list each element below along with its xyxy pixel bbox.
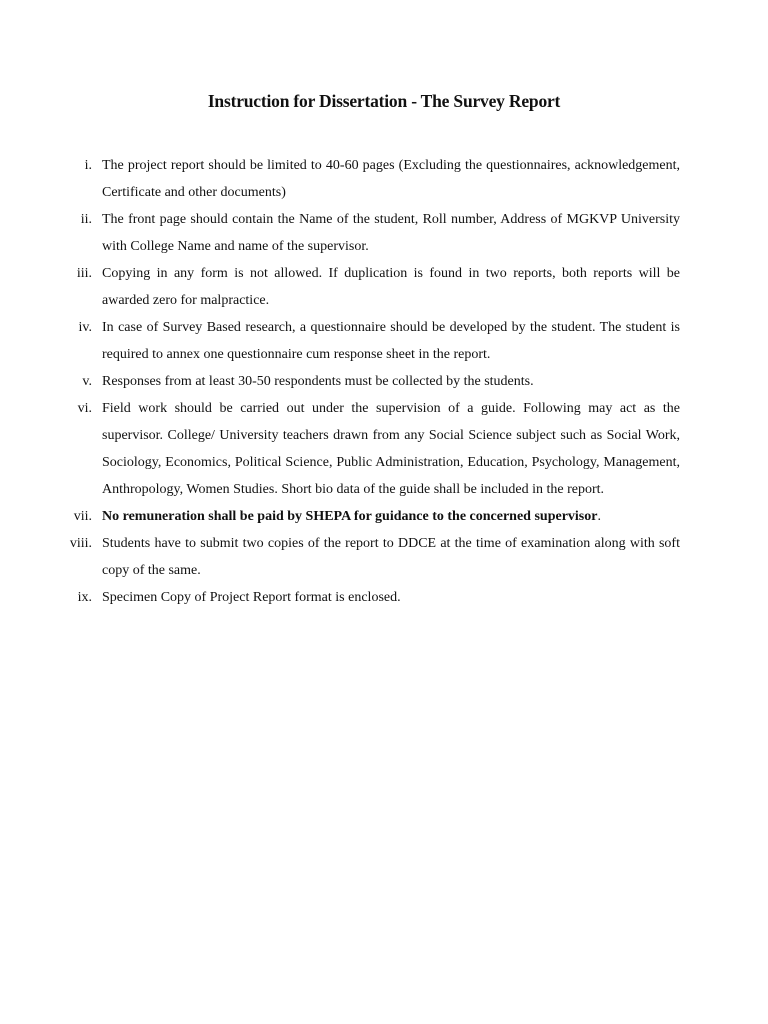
item-number: vii.	[73, 509, 92, 524]
item-text: Students have to submit two copies of the report to DDCE at the time of examination along with soft copy of the same.	[102, 536, 680, 578]
list-item	[48, 395, 680, 503]
item-text: Responses from at least 30-50 respondents must be collected by the students.	[102, 374, 534, 389]
item-number: viii.	[69, 536, 92, 551]
list-item	[48, 530, 680, 584]
list-item	[48, 314, 680, 368]
list-item	[48, 152, 680, 206]
list-item-bold	[48, 503, 680, 530]
item-text: The front page should contain the Name of the student, Roll number, Address of MGKVP University with College Name and name of the supervisor.	[102, 212, 680, 254]
list-item	[48, 206, 680, 260]
item-text: In case of Survey Based research, a questionnaire should be developed by the student. The student is required to annex one questionnaire cum response sheet in the report.	[102, 320, 680, 362]
item-number: i.	[84, 158, 92, 173]
item-number: v.	[82, 374, 92, 389]
item-text: Specimen Copy of Project Report format is enclosed.	[102, 590, 401, 605]
item-number: vi.	[77, 401, 92, 416]
item-text: The project report should be limited to 40-60 pages (Excluding the questionnaires, acknowledgement, Certificate and other documents)	[102, 158, 680, 200]
item-text: Field work should be carried out under the supervision of a guide. Following may act as the supervisor. College/ University teachers drawn from any Social Science subject such as Social Work, Sociology, Economics, Political Science, Public Administration, Education, Psychology, Management, Anthropology, Women Studies. Short bio data of the guide shall be included in the report.	[102, 401, 680, 497]
instruction-list	[48, 152, 680, 611]
list-item	[48, 584, 680, 611]
list-item	[48, 368, 680, 395]
item-trailing-punctuation: .	[597, 509, 601, 524]
item-text: Copying in any form is not allowed. If duplication is found in two reports, both reports will be awarded zero for malpractice.	[102, 266, 680, 308]
item-number: ix.	[77, 590, 92, 605]
document-title: Instruction for Dissertation - The Survey Report	[207, 91, 561, 111]
item-number: iii.	[76, 266, 92, 281]
item-number: iv.	[78, 320, 92, 335]
item-number: ii.	[80, 212, 92, 227]
item-text: No remuneration shall be paid by SHEPA for guidance to the concerned supervisor	[102, 509, 598, 524]
list-item	[48, 260, 680, 314]
